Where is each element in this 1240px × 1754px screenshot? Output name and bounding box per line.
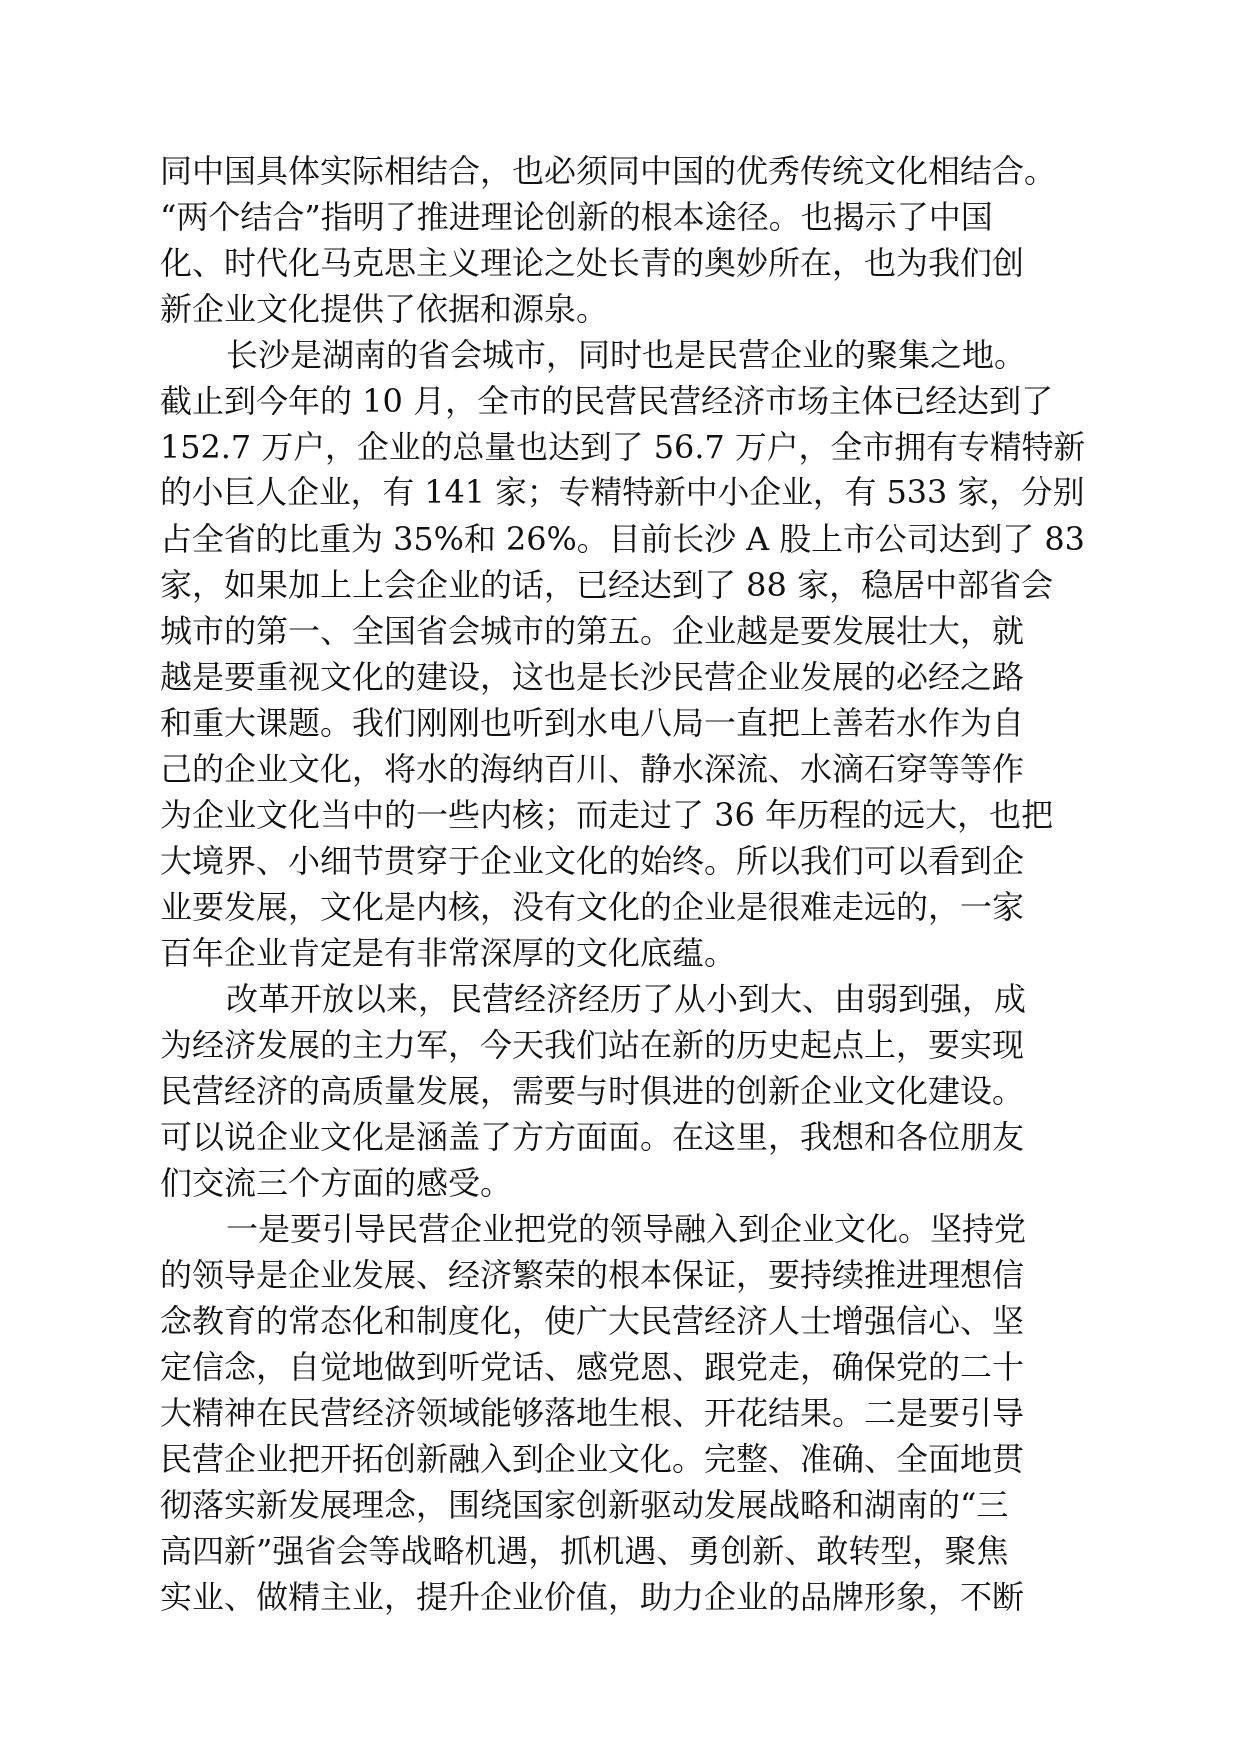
body-text — [160, 148, 1085, 1620]
text-line: 念教育的常态化和制度化，使广大民营经济人士增强信心、坚 — [160, 1302, 1025, 1340]
text-line: 同中国具体实际相结合，也必须同中国的优秀传统文化相结合。 — [160, 152, 1057, 190]
text-line: 们交流三个方面的感受。 — [160, 1164, 513, 1202]
text-line: 152.7 万户，企业的总量也达到了 56.7 万户，全市拥有专精特新 — [160, 428, 1086, 466]
text-line: 民营企业把开拓创新融入到企业文化。完整、准确、全面地贯 — [160, 1440, 1025, 1478]
paragraph-first-line: 长沙是湖南的省会城市，同时也是民营企业的聚集之地。 — [226, 336, 1027, 374]
text-line: 为经济发展的主力军，今天我们站在新的历史起点上，要实现 — [160, 1026, 1025, 1064]
text-line: 的领导是企业发展、经济繁荣的根本保证，要持续推进理想信 — [160, 1256, 1025, 1294]
text-line: 业要发展，文化是内核，没有文化的企业是很难走远的，一家 — [160, 888, 1025, 926]
text-line: 和重大课题。我们刚刚也听到水电八局一直把上善若水作为自 — [160, 704, 1025, 742]
text-line: 占全省的比重为 35%和 26%。目前长沙 A 股上市公司达到了 83 — [160, 520, 1085, 558]
text-line: “两个结合”指明了推进理论创新的根本途径。也揭示了中国 — [160, 198, 993, 236]
text-line: 可以说企业文化是涵盖了方方面面。在这里，我想和各位朋友 — [160, 1118, 1025, 1156]
text-line: 大精神在民营经济领域能够落地生根、开花结果。二是要引导 — [160, 1394, 1025, 1432]
text-line: 大境界、小细节贯穿于企业文化的始终。所以我们可以看到企 — [160, 842, 1025, 880]
paragraph-first-line: 改革开放以来，民营经济经历了从小到大、由弱到强，成 — [226, 980, 1027, 1018]
text-line: 民营经济的高质量发展，需要与时俱进的创新企业文化建设。 — [160, 1072, 1025, 1110]
text-line: 己的企业文化，将水的海纳百川、静水深流、水滴石穿等等作 — [160, 750, 1025, 788]
text-line: 化、时代化马克思主义理论之处长青的奥妙所在，也为我们创 — [160, 244, 1025, 282]
text-line: 为企业文化当中的一些内核；而走过了 36 年历程的远大，也把 — [160, 796, 1054, 834]
text-line: 百年企业肯定是有非常深厚的文化底蕴。 — [160, 934, 737, 972]
text-line: 越是要重视文化的建设，这也是长沙民营企业发展的必经之路 — [160, 658, 1025, 696]
text-line: 城市的第一、全国省会城市的第五。企业越是要发展壮大，就 — [160, 612, 1025, 650]
text-line: 家，如果加上上会企业的话，已经达到了 88 家，稳居中部省会 — [160, 566, 1054, 604]
text-line: 定信念，自觉地做到听党话、感党恩、跟党走，确保党的二十 — [160, 1348, 1025, 1386]
text-line: 截止到今年的 10 月，全市的民营民营经济市场主体已经达到了 — [160, 382, 1054, 420]
text-line: 高四新”强省会等战略机遇，抓机遇、勇创新、敢转型，聚焦 — [160, 1532, 1009, 1570]
text-line: 实业、做精主业，提升企业价值，助力企业的品牌形象，不断 — [160, 1578, 1025, 1616]
paragraph-first-line: 一是要引导民营企业把党的领导融入到企业文化。坚持党 — [226, 1210, 1027, 1248]
text-line: 新企业文化提供了依据和源泉。 — [160, 290, 609, 328]
text-line: 的小巨人企业，有 141 家；专精特新中小企业，有 533 家，分别 — [160, 474, 1085, 511]
text-line: 彻落实新发展理念，围绕国家创新驱动发展战略和湖南的“三 — [160, 1486, 1009, 1524]
